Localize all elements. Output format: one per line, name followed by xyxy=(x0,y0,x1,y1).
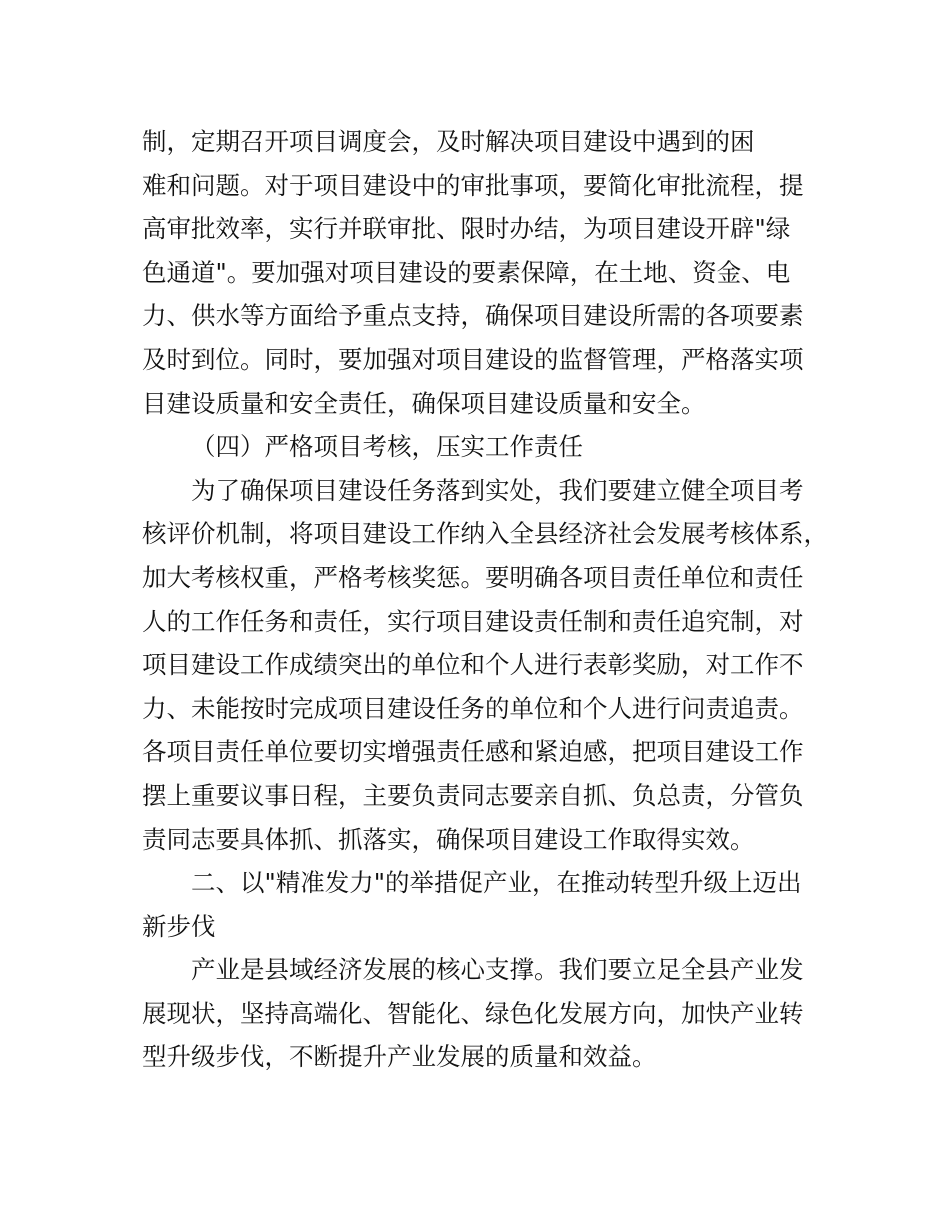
section-heading-continued: 新步伐 xyxy=(142,911,216,941)
paragraph-line: 展现状，坚持高端化、智能化、绿色化发展方向，加快产业转 xyxy=(142,998,804,1028)
paragraph-line: 责同志要具体抓、抓落实，确保项目建设工作取得实效。 xyxy=(142,824,755,854)
paragraph-line: 制，定期召开项目调度会，及时解决项目建设中遇到的困 xyxy=(142,127,755,156)
paragraph-line: 及时到位。同时，要加强对项目建设的监督管理，严格落实项 xyxy=(142,344,804,374)
paragraph-line: 产业是县域经济发展的核心支撑。我们要立足全县产业发 xyxy=(191,955,804,985)
paragraph-line: 力、未能按时完成项目建设任务的单位和个人进行问责追责。 xyxy=(142,693,804,723)
document-body xyxy=(142,120,828,1079)
section-heading: （四）严格项目考核，压实工作责任 xyxy=(191,432,583,462)
paragraph-line: 人的工作任务和责任，实行项目建设责任制和责任追究制，对 xyxy=(142,606,804,636)
section-heading: 二、以"精准发力"的举措促产业，在推动转型升级上迈出 xyxy=(191,868,802,898)
paragraph-line: 摆上重要议事日程，主要负责同志要亲自抓、负总责，分管负 xyxy=(142,780,804,810)
paragraph-line: 项目建设工作成绩突出的单位和个人进行表彰奖励，对工作不 xyxy=(142,650,804,680)
paragraph-line: 型升级步伐，不断提升产业发展的质量和效益。 xyxy=(142,1042,657,1072)
paragraph-line: 难和问题。对于项目建设中的审批事项，要简化审批流程，提 xyxy=(142,170,804,200)
paragraph-line: 高审批效率，实行并联审批、限时办结，为项目建设开辟"绿 xyxy=(142,214,791,244)
paragraph-line: 色通道"。要加强对项目建设的要素保障，在土地、资金、电 xyxy=(142,257,791,287)
paragraph-line: 为了确保项目建设任务落到实处，我们要建立健全项目考 xyxy=(191,475,804,505)
paragraph-line: 核评价机制，将项目建设工作纳入全县经济社会发展考核体系， xyxy=(142,519,828,549)
paragraph-line: 各项目责任单位要切实增强责任感和紧迫感，把项目建设工作 xyxy=(142,737,804,767)
paragraph-line: 力、供水等方面给予重点支持，确保项目建设所需的各项要素 xyxy=(142,301,804,331)
paragraph-line: 目建设质量和安全责任，确保项目建设质量和安全。 xyxy=(142,388,706,418)
paragraph-line: 加大考核权重，严格考核奖惩。要明确各项目责任单位和责任 xyxy=(142,562,804,592)
